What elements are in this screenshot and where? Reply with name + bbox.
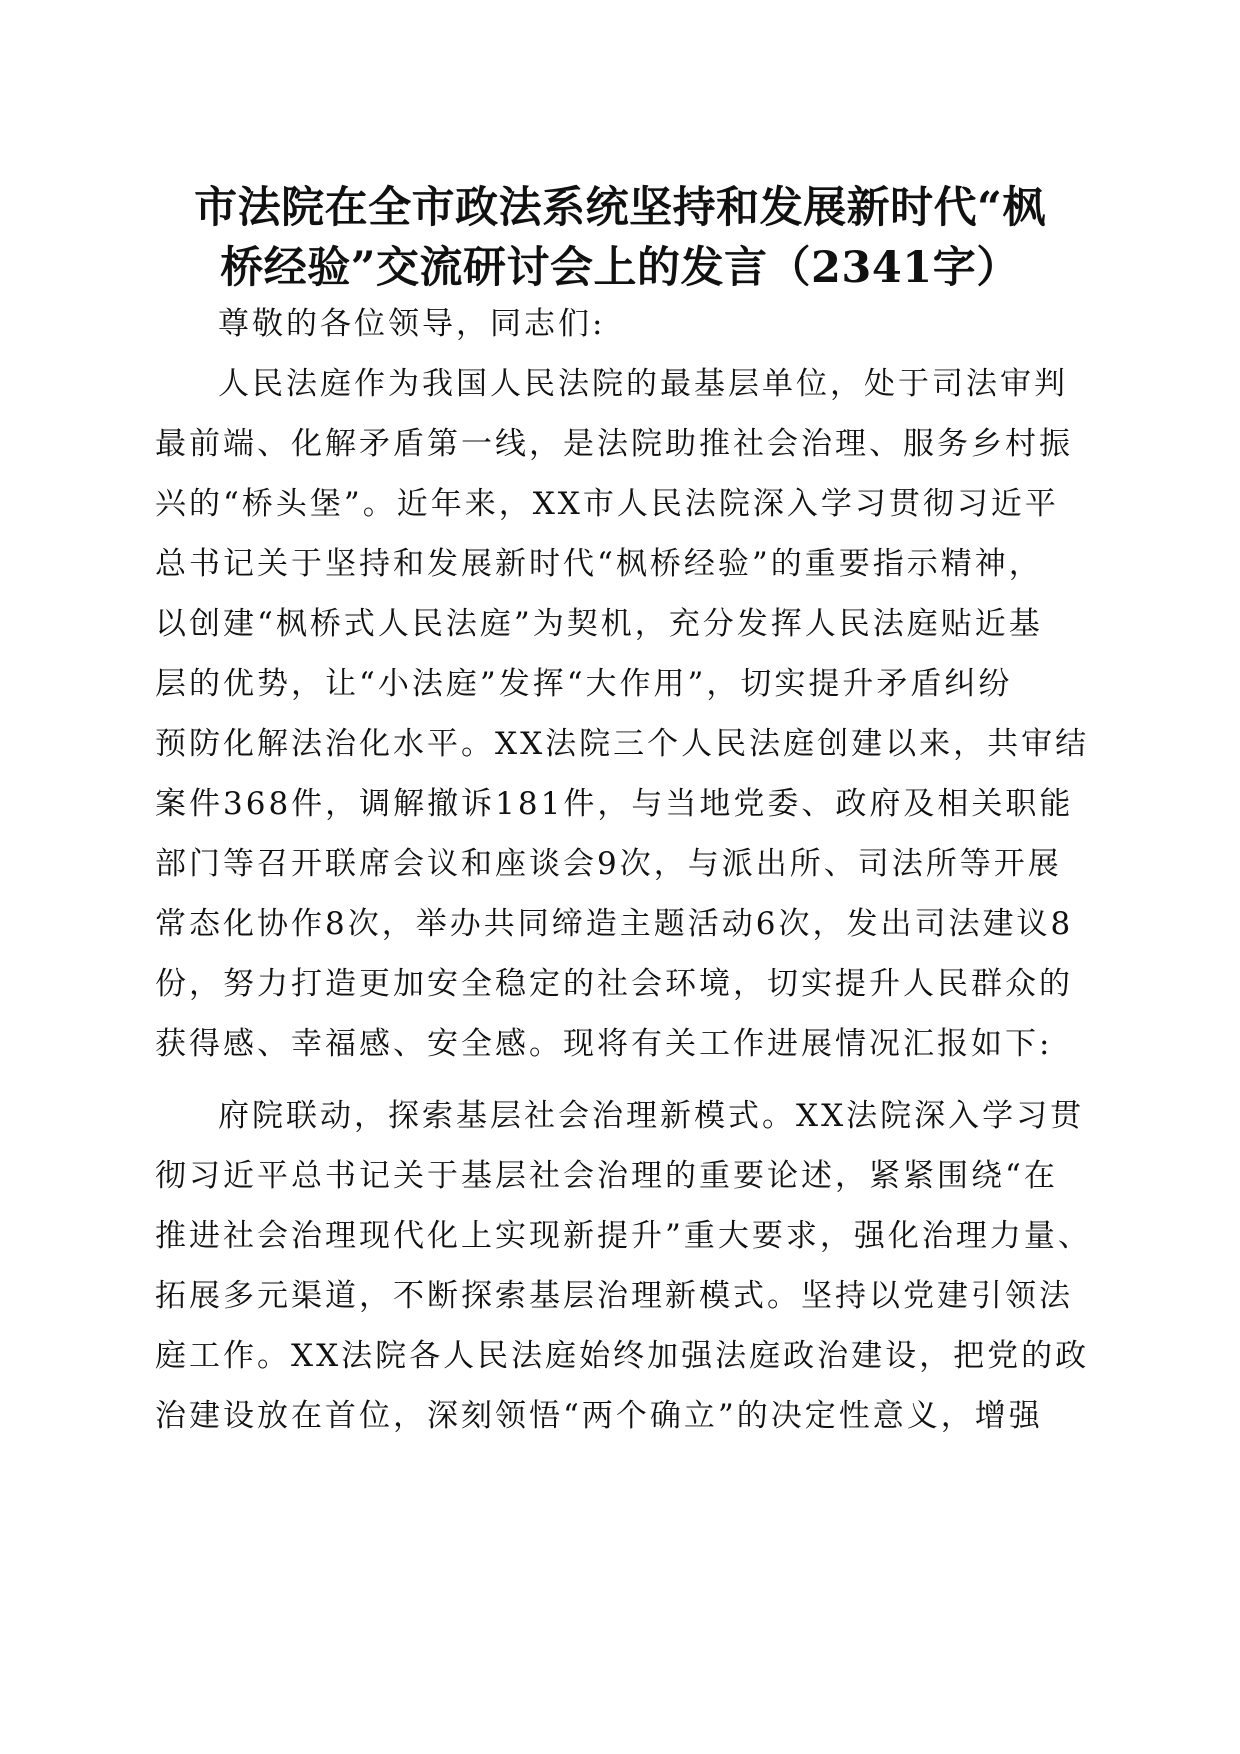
paragraph-line: 层的优势，让“小法庭”发挥“大作用”，切实提升矛盾纠纷 — [155, 666, 1013, 702]
paragraph-line: 以创建“枫桥式人民法庭”为契机，充分发挥人民法庭贴近基 — [155, 606, 1043, 642]
salutation: 尊敬的各位领导，同志们: — [218, 306, 606, 342]
title-line: 市法院在全市政法系统坚持和发展新时代“枫 — [194, 183, 1046, 233]
paragraph-line: 总书记关于坚持和发展新时代“枫桥经验”的重要指示精神， — [155, 546, 1043, 582]
paragraph-line: 最前端、化解矛盾第一线，是法院助推社会治理、服务乡村振 — [155, 426, 1073, 462]
paragraph-line: 预防化解法治化水平。XX法院三个人民法庭创建以来，共审结 — [155, 726, 1090, 762]
paragraph-line: 案件368件，调解撤诉181件，与当地党委、政府及相关职能 — [155, 786, 1074, 822]
paragraph-line: 部门等召开联席会议和座谈会9次，与派出所、司法所等开展 — [155, 846, 1062, 882]
paragraph-line: 获得感、幸福感、安全感。现将有关工作进展情况汇报如下: — [155, 1026, 1053, 1062]
paragraph-line: 庭工作。XX法院各人民法庭始终加强法庭政治建设，把党的政 — [155, 1338, 1090, 1374]
paragraph-line: 份，努力打造更加安全稳定的社会环境，切实提升人民群众的 — [155, 966, 1073, 1002]
paragraph-line: 治建设放在首位，深刻领悟“两个确立”的决定性意义，增强 — [155, 1398, 1043, 1434]
title-line: 桥经验”交流研讨会上的发言（2341字） — [220, 243, 1020, 293]
paragraph-line: 彻习近平总书记关于基层社会治理的重要论述，紧紧围绕“在 — [155, 1158, 1058, 1194]
paragraph-line: 拓展多元渠道，不断探索基层治理新模式。坚持以党建引领法 — [155, 1278, 1073, 1314]
paragraph-line: 人民法庭作为我国人民法院的最基层单位，处于司法审判 — [218, 366, 1068, 402]
paragraph-line: 常态化协作8次，举办共同缔造主题活动6次，发出司法建议8 — [155, 906, 1074, 942]
paragraph-line: 兴的“桥头堡”。近年来，XX市人民法院深入学习贯彻习近平 — [155, 486, 1059, 522]
paragraph-line: 府院联动，探索基层社会治理新模式。XX法院深入学习贯 — [218, 1098, 1085, 1134]
paragraph-line: 推进社会治理现代化上实现新提升”重大要求，强化治理力量、 — [155, 1218, 1092, 1254]
document-title — [155, 178, 1085, 298]
document-body — [155, 294, 1095, 1446]
